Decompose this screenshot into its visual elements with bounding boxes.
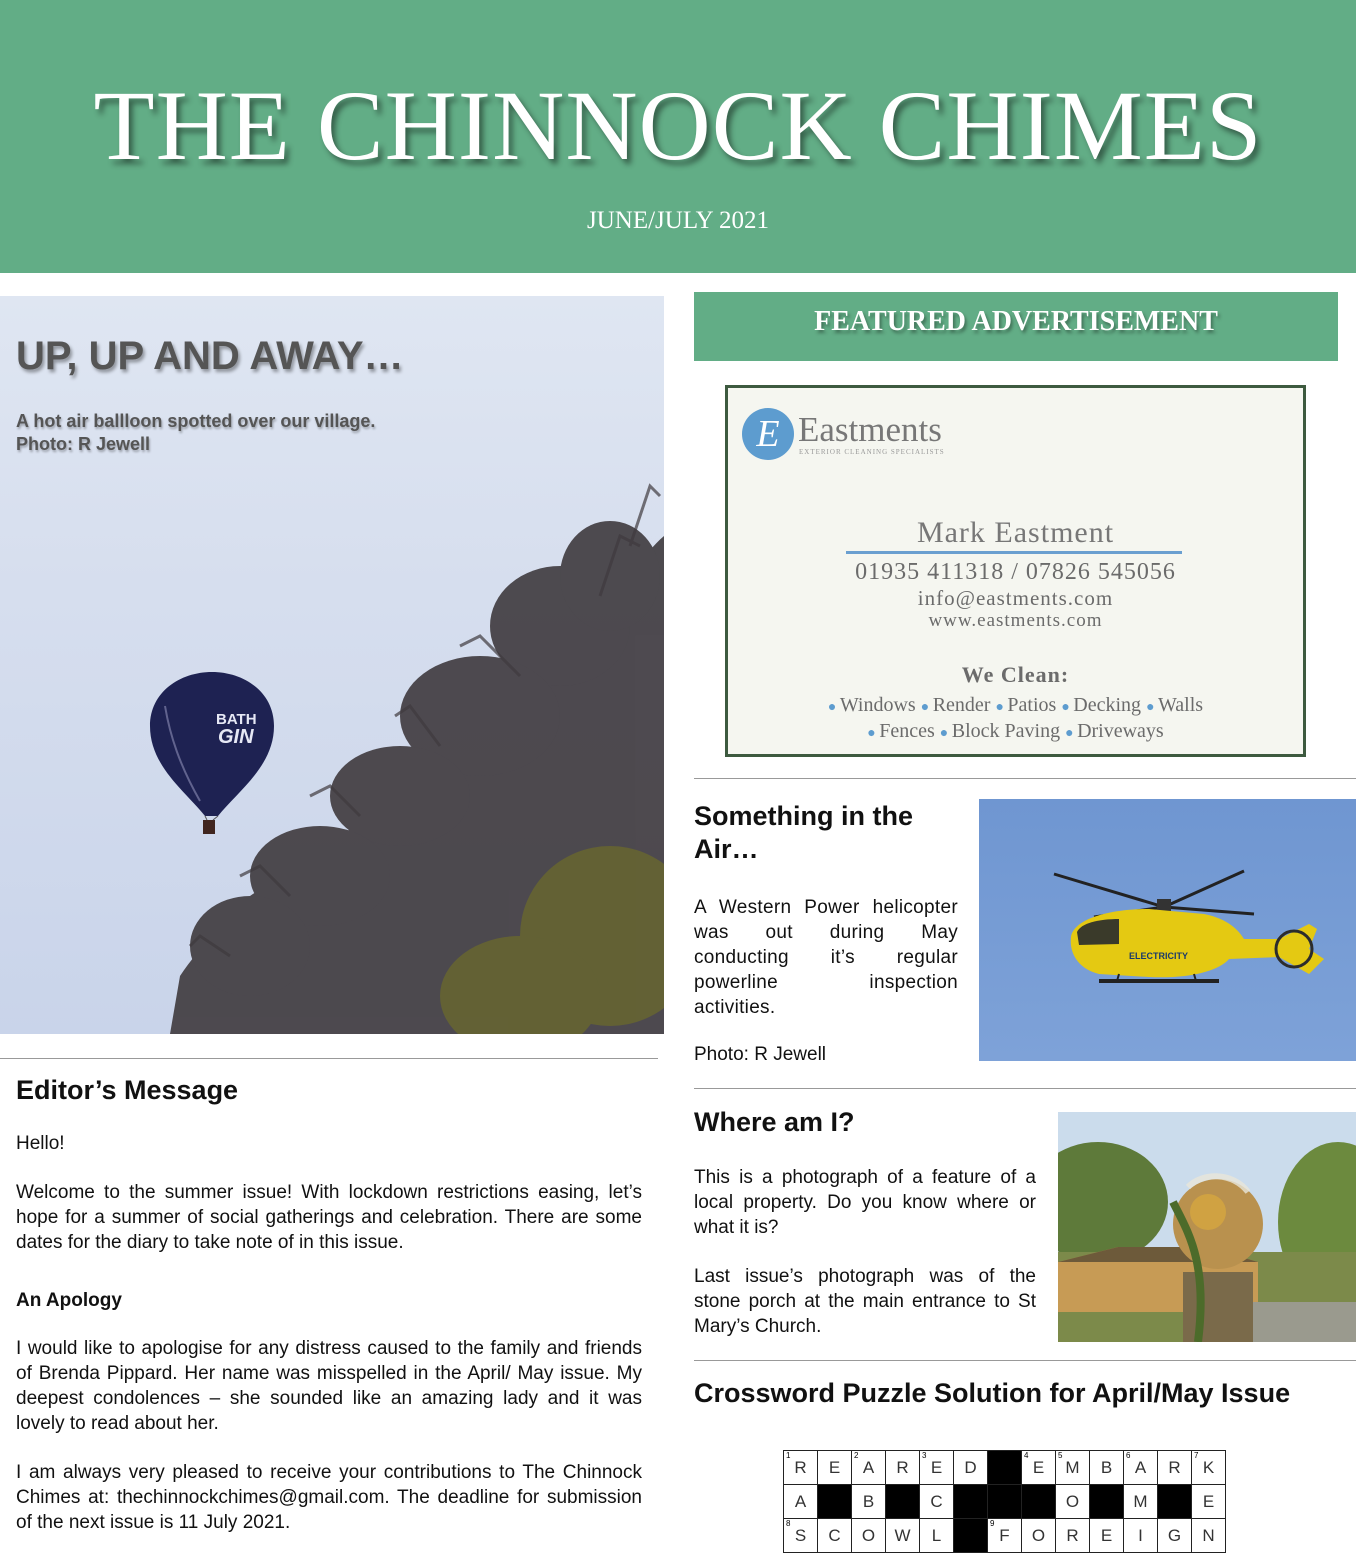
- crossword-black-cell: [988, 1451, 1022, 1485]
- bullet-icon: ●: [1065, 726, 1078, 741]
- crossword-cell: [818, 1451, 852, 1485]
- crossword-letter: A: [862, 1457, 875, 1477]
- hero-caption-line1: A hot air ballloon spotted over our village.: [16, 411, 376, 431]
- card-name: Mark Eastment: [916, 516, 1115, 549]
- crossword-cell: [954, 1451, 988, 1485]
- air-body: A Western Power helicopter was out during May conducting it’s regular powerline inspection activities.: [694, 897, 958, 1018]
- crossword-cell: [1056, 1485, 1090, 1519]
- crossword-cell: [1056, 1451, 1090, 1485]
- service-item: Windows: [839, 694, 921, 716]
- editor-heading: Editor’s Message: [16, 1075, 239, 1105]
- crossword-letter: E: [930, 1457, 943, 1477]
- crossword-black-cell: [954, 1485, 988, 1519]
- clue-number: 3: [922, 1451, 927, 1460]
- newsletter-title: THE CHINNOCK CHIMES: [93, 70, 1263, 181]
- crossword-cell: [920, 1519, 954, 1553]
- crossword-letter: E: [1100, 1525, 1113, 1545]
- crossword-heading: Crossword Puzzle Solution for April/May Issue: [694, 1378, 1291, 1408]
- service-item: Walls: [1158, 694, 1204, 716]
- crossword-cell: [1090, 1451, 1124, 1485]
- divider: [694, 1088, 1356, 1089]
- divider: [694, 778, 1356, 779]
- editor-para-3: I am always very pleased to receive your contributions to The Chinnock Chimes at: thechinnockchimes@gmail.com. The deadline for submission of the next issue is 11 July 2021.: [16, 1462, 642, 1533]
- crossword-cell: [852, 1485, 886, 1519]
- bullet-icon: ●: [1146, 700, 1159, 715]
- crossword-cell: [1192, 1485, 1226, 1519]
- helicopter-illustration: [979, 799, 1356, 1061]
- crossword-black-cell: [1022, 1485, 1056, 1519]
- crossword-letter: E: [828, 1457, 841, 1477]
- editor-para-2: I would like to apologise for any distress caused to the family and friends of Brenda Pippard. Her name was misspelled in the April/ May issue. My deepest condolences – she sounded like an amazing lady and it was lovely to read about her.: [16, 1338, 642, 1434]
- card-email: info@eastments.com: [917, 586, 1114, 610]
- where-para-2: Last issue’s photograph was of the stone porch at the main entrance to St Mary’s Church.: [694, 1266, 1036, 1337]
- crossword-letter: G: [1167, 1525, 1182, 1545]
- crossword-letter: W: [894, 1525, 911, 1545]
- service-item: Patios: [1007, 694, 1062, 716]
- where-am-i-photo: [1058, 1112, 1356, 1342]
- bullet-icon: ●: [1061, 700, 1074, 715]
- crossword-grid-wrapper: [780, 1446, 1240, 1557]
- crossword-letter: A: [1134, 1457, 1147, 1477]
- clue-number: 8: [786, 1519, 791, 1528]
- divider: [0, 1058, 658, 1059]
- crossword-row: [784, 1451, 1226, 1485]
- crossword-letter: R: [1066, 1525, 1079, 1545]
- crossword-letter: E: [1202, 1491, 1215, 1511]
- bullet-icon: ●: [995, 700, 1008, 715]
- crossword-letter: O: [1031, 1525, 1046, 1545]
- crossword-cell: [1158, 1519, 1192, 1553]
- balloon-scene-illustration: [0, 296, 664, 1034]
- balloon-label-1: BATH: [216, 711, 257, 728]
- crossword-cell: [1158, 1451, 1192, 1485]
- apology-heading: An Apology: [16, 1290, 122, 1311]
- editor-para-1: Welcome to the summer issue! With lockdown restrictions easing, let’s hope for a summer of social gatherings and celebration. There are some dates for the diary to take note of in this issue.: [16, 1182, 642, 1253]
- crossword-black-cell: [1158, 1485, 1192, 1519]
- crossword-cell: [1124, 1485, 1158, 1519]
- crossword-letter: D: [964, 1457, 977, 1477]
- masthead: [0, 0, 1356, 273]
- crossword-black-cell: [818, 1485, 852, 1519]
- stone-ball-illustration: [1058, 1112, 1356, 1342]
- crossword-letter: N: [1202, 1525, 1215, 1545]
- helicopter-livery-text: ELECTRICITY: [1129, 951, 1189, 961]
- hero-title: UP, UP AND AWAY…: [16, 334, 404, 378]
- crossword-cell: [1192, 1519, 1226, 1553]
- card-clean-heading: We Clean:: [961, 662, 1070, 687]
- crossword-letter: S: [794, 1525, 807, 1545]
- bullet-icon: ●: [827, 700, 840, 715]
- services-line-2: [728, 720, 1303, 743]
- crossword-cell: [784, 1485, 818, 1519]
- eastments-logo: E: [742, 408, 794, 460]
- crossword-cell: [852, 1451, 886, 1485]
- crossword-letter: K: [1202, 1457, 1215, 1477]
- crossword-letter: E: [1032, 1457, 1045, 1477]
- bullet-icon: ●: [867, 726, 880, 741]
- card-divider: [846, 551, 1182, 554]
- service-item: Decking: [1073, 694, 1147, 716]
- bullet-icon: ●: [939, 726, 952, 741]
- hero-caption: [16, 410, 375, 456]
- card-phone: 01935 411318 / 07826 545056: [855, 559, 1176, 585]
- where-heading: Where am I?: [694, 1107, 855, 1137]
- crossword-cell: [1192, 1451, 1226, 1485]
- crossword-letter: M: [1133, 1491, 1148, 1511]
- hero-caption-credit: Photo: R Jewell: [16, 434, 151, 454]
- crossword-black-cell: [988, 1485, 1022, 1519]
- clue-number: 1: [786, 1451, 791, 1460]
- crossword-black-cell: [954, 1519, 988, 1553]
- crossword-black-cell: [1090, 1485, 1124, 1519]
- crossword-cell: [920, 1485, 954, 1519]
- crossword-row: [784, 1519, 1226, 1553]
- crossword-letter: I: [1138, 1525, 1143, 1545]
- crossword-letter: B: [1100, 1457, 1113, 1477]
- air-heading: Something in the Air…: [694, 801, 913, 864]
- crossword-letter: R: [794, 1457, 807, 1477]
- crossword-cell: [1022, 1451, 1056, 1485]
- crossword-cell: [988, 1519, 1022, 1553]
- clue-number: 7: [1194, 1451, 1199, 1460]
- crossword-letter: M: [1065, 1457, 1080, 1477]
- clue-number: 5: [1058, 1451, 1063, 1460]
- hero-photo: [0, 296, 664, 1034]
- crossword-letter: C: [828, 1525, 841, 1545]
- crossword-letter: O: [861, 1525, 876, 1545]
- crossword-cell: [1124, 1451, 1158, 1485]
- crossword-letter: L: [931, 1525, 942, 1545]
- crossword-cell: [818, 1519, 852, 1553]
- clue-number: 9: [990, 1519, 995, 1528]
- crossword-cell: [1056, 1519, 1090, 1553]
- crossword-letter: B: [862, 1491, 875, 1511]
- crossword-cell: [1124, 1519, 1158, 1553]
- editor-greeting: Hello!: [16, 1133, 65, 1154]
- crossword-letter: R: [1168, 1457, 1181, 1477]
- business-card: [725, 385, 1306, 757]
- service-item: Render: [932, 694, 996, 716]
- crossword-letter: R: [896, 1457, 909, 1477]
- crossword-cell: [886, 1451, 920, 1485]
- card-brand: Eastments: [798, 410, 942, 449]
- balloon-label-2: GIN: [218, 726, 254, 748]
- air-credit: Photo: R Jewell: [694, 1044, 827, 1065]
- crossword-cell: [1022, 1519, 1056, 1553]
- service-item: Block Paving: [951, 720, 1066, 742]
- crossword-cell: [784, 1451, 818, 1485]
- crossword-letter: C: [930, 1491, 943, 1511]
- issue-date: JUNE/JULY 2021: [587, 207, 769, 234]
- clue-number: 2: [854, 1451, 859, 1460]
- service-item: Driveways: [1077, 720, 1164, 742]
- crossword-letter: O: [1065, 1491, 1080, 1511]
- crossword-row: [784, 1485, 1226, 1519]
- crossword-letter: A: [794, 1491, 807, 1511]
- helicopter-photo: [979, 799, 1356, 1061]
- crossword-cell: [1090, 1519, 1124, 1553]
- service-item: Fences: [879, 720, 940, 742]
- crossword-black-cell: [886, 1485, 920, 1519]
- clue-number: 4: [1024, 1451, 1029, 1460]
- clue-number: 6: [1126, 1451, 1131, 1460]
- card-website: www.eastments.com: [928, 610, 1103, 631]
- crossword-cell: [852, 1519, 886, 1553]
- crossword-grid: [783, 1450, 1226, 1553]
- card-tagline: EXTERIOR CLEANING SPECIALISTS: [799, 448, 945, 456]
- services-line-1: [728, 694, 1303, 717]
- where-para-1: This is a photograph of a feature of a local property. Do you know where or what it is?: [694, 1167, 1036, 1238]
- crossword-cell: [784, 1519, 818, 1553]
- featured-ad-banner: FEATURED ADVERTISEMENT: [694, 292, 1338, 361]
- divider: [694, 1360, 1356, 1361]
- bullet-icon: ●: [920, 700, 933, 715]
- crossword-letter: F: [999, 1525, 1010, 1545]
- balloon-shape: [150, 672, 274, 834]
- crossword-cell: [886, 1519, 920, 1553]
- crossword-cell: [920, 1451, 954, 1485]
